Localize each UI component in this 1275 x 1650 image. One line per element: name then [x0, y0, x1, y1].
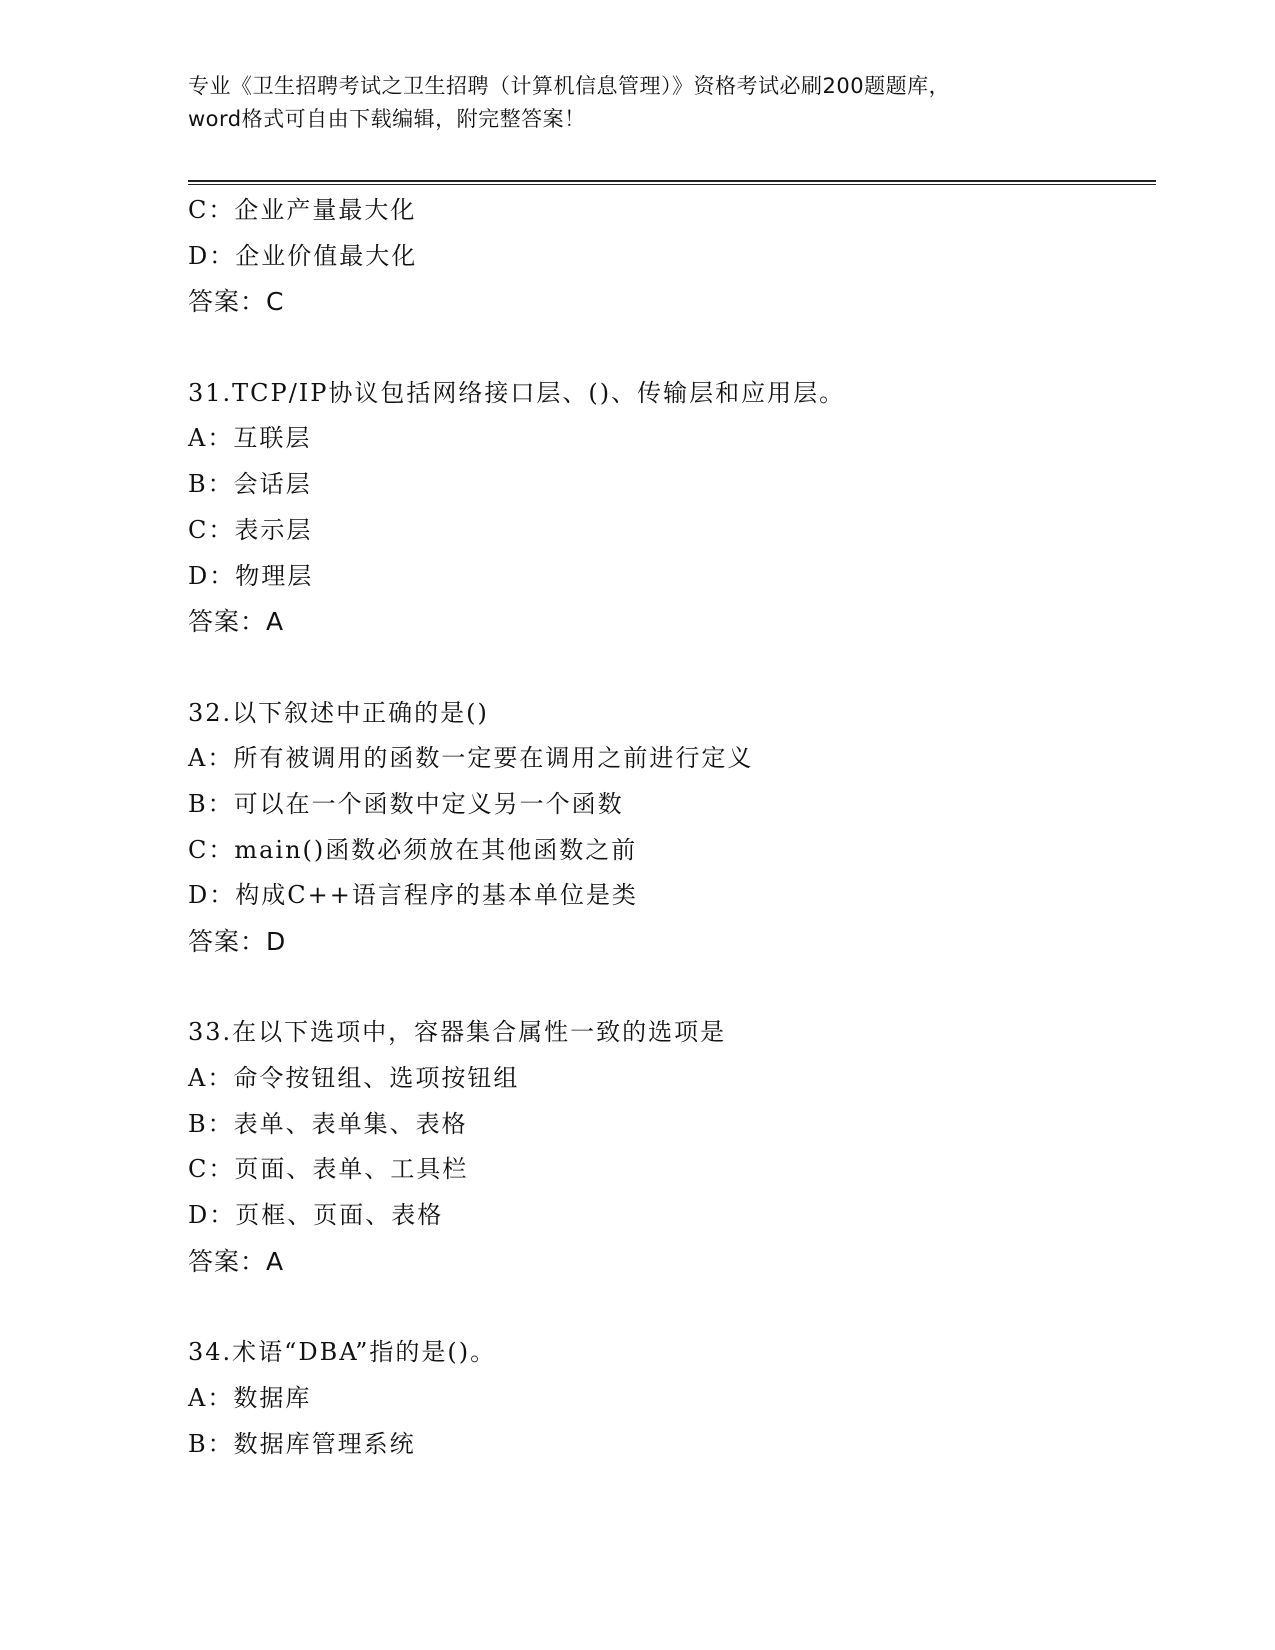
option-c: C：企业产量最大化 [188, 196, 417, 224]
document-header [188, 70, 1168, 136]
option-b: B：表单、表单集、表格 [188, 1109, 468, 1138]
option-b: B：数据库管理系统 [188, 1429, 416, 1458]
header-divider-thick [188, 180, 1156, 182]
header-divider-thin [188, 184, 1156, 185]
spacer [188, 325, 1168, 371]
option-a: A：互联层 [188, 424, 312, 453]
question-block-34 [188, 1330, 1168, 1467]
option-b: B：可以在一个函数中定义另一个函数 [188, 789, 624, 818]
option-c: C：main()函数必须放在其他函数之前 [188, 835, 638, 864]
question-list [188, 188, 1168, 1467]
option-d: D：企业价值最大化 [188, 241, 418, 270]
option-d: D：构成C++语言程序的基本单位是类 [188, 881, 638, 910]
answer-line: 答案：D [188, 927, 287, 956]
question-block-partial [188, 188, 1168, 325]
question-block-33 [188, 1010, 1168, 1284]
spacer [188, 965, 1168, 1011]
option-a: A：数据库 [188, 1383, 312, 1412]
question-stem: 33.在以下选项中，容器集合属性一致的选项是 [188, 1018, 727, 1047]
question-block-31 [188, 371, 1168, 645]
question-block-32 [188, 691, 1168, 965]
spacer [188, 645, 1168, 691]
option-c: C：表示层 [188, 515, 313, 544]
question-stem: 31.TCP/IP协议包括网络接口层、()、传输层和应用层。 [188, 378, 846, 407]
answer-line: 答案：A [188, 1246, 285, 1276]
option-b: B：会话层 [188, 470, 312, 499]
question-stem: 34.术语“DBA”指的是()。 [188, 1338, 497, 1367]
spacer [188, 1285, 1168, 1331]
option-c: C：页面、表单、工具栏 [188, 1155, 469, 1184]
option-d: D：页框、页面、表格 [188, 1201, 444, 1230]
option-a: A：所有被调用的函数一定要在调用之前进行定义 [188, 744, 754, 773]
question-stem: 32.以下叙述中正确的是() [188, 698, 489, 727]
answer-line: 答案：A [188, 607, 285, 637]
header-title-line-2: word格式可自由下载编辑，附完整答案！ [188, 107, 586, 131]
option-a: A：命令按钮组、选项按钮组 [188, 1064, 520, 1093]
answer-line: 答案：C [188, 287, 285, 317]
option-d: D：物理层 [188, 561, 314, 590]
header-title-line-1: 专业《卫生招聘考试之卫生招聘（计算机信息管理）》资格考试必刷200题题库， [188, 74, 951, 98]
